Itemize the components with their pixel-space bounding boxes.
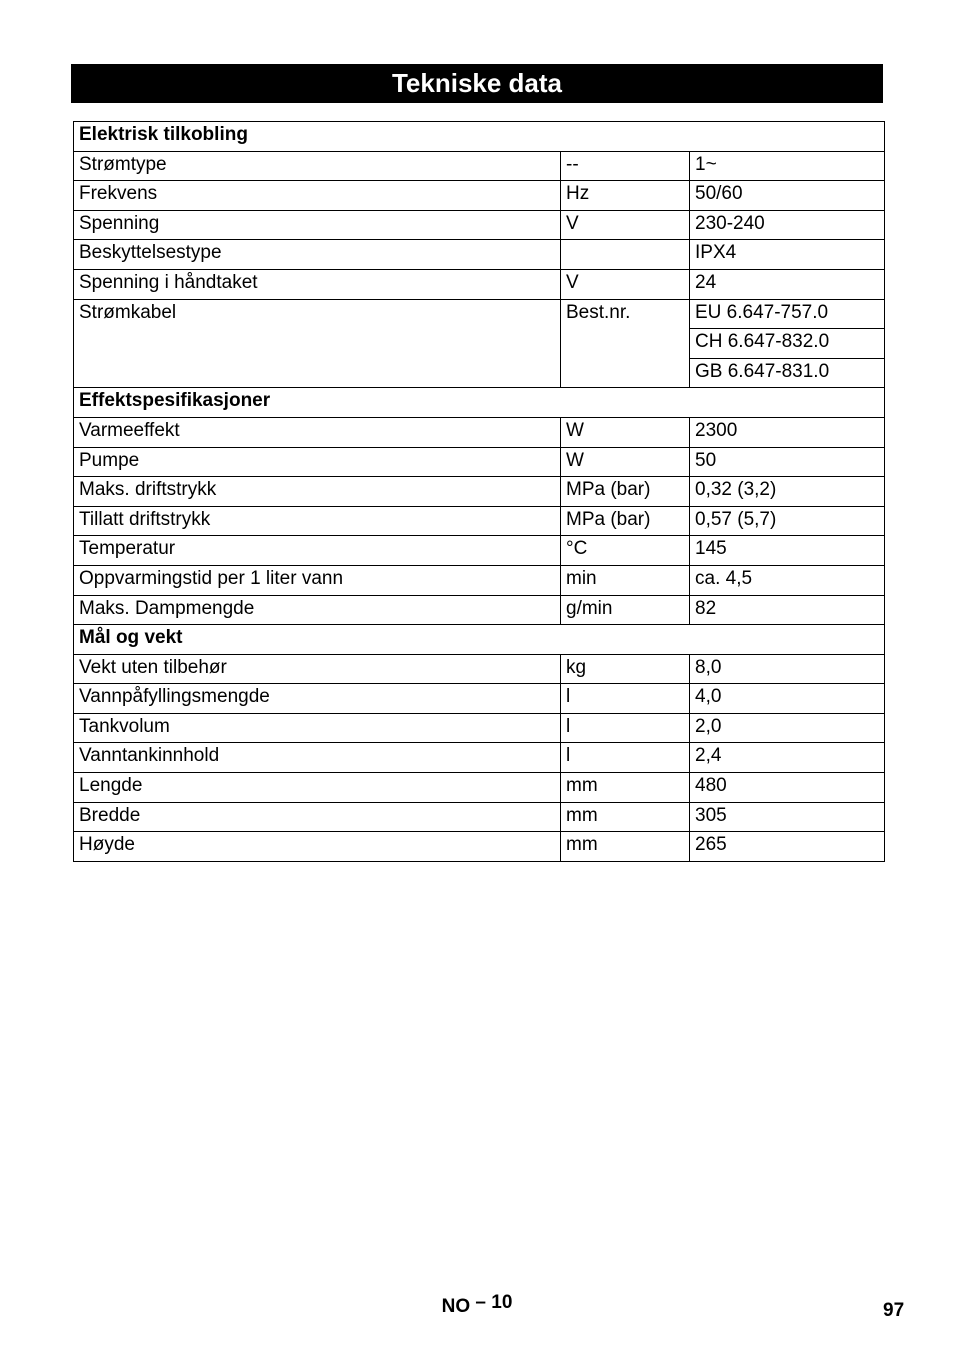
footer-section-number: 10 — [491, 1292, 513, 1313]
spec-label: Strømkabel — [74, 299, 561, 388]
table-row — [74, 269, 885, 299]
spec-label: Spenning — [74, 210, 561, 240]
spec-label: Frekvens — [74, 181, 561, 211]
section-header-row — [74, 625, 885, 655]
table-row — [74, 240, 885, 270]
spec-value: 1~ — [690, 151, 885, 181]
spec-value: 145 — [690, 536, 885, 566]
table-row — [74, 299, 885, 329]
spec-value: IPX4 — [690, 240, 885, 270]
spec-label: Pumpe — [74, 447, 561, 477]
spec-label: Temperatur — [74, 536, 561, 566]
table-row — [74, 802, 885, 832]
spec-label: Tillatt driftstrykk — [74, 506, 561, 536]
spec-unit: l — [561, 743, 690, 773]
technical-data-table — [73, 121, 885, 862]
table-row — [74, 654, 885, 684]
table-row — [74, 417, 885, 447]
spec-unit: mm — [561, 832, 690, 862]
spec-label: Oppvarmingstid per 1 liter vann — [74, 565, 561, 595]
section-header-row — [74, 122, 885, 152]
spec-label: Tankvolum — [74, 713, 561, 743]
spec-unit: mm — [561, 773, 690, 803]
spec-value: EU 6.647-757.0 — [690, 299, 885, 329]
table-row — [74, 713, 885, 743]
spec-unit: MPa (bar) — [561, 477, 690, 507]
spec-value: GB 6.647-831.0 — [690, 358, 885, 388]
spec-unit: MPa (bar) — [561, 506, 690, 536]
spec-unit: Hz — [561, 181, 690, 211]
spec-label: Strømtype — [74, 151, 561, 181]
table-row — [74, 506, 885, 536]
footer-language: NO — [441, 1296, 471, 1317]
spec-value: 8,0 — [690, 654, 885, 684]
spec-unit: mm — [561, 802, 690, 832]
section-heading: Elektrisk tilkobling — [74, 122, 885, 152]
table-row — [74, 210, 885, 240]
spec-value: 230-240 — [690, 210, 885, 240]
spec-label: Vekt uten tilbehør — [74, 654, 561, 684]
spec-value: 305 — [690, 802, 885, 832]
footer-dash: – — [475, 1292, 486, 1313]
spec-label: Høyde — [74, 832, 561, 862]
spec-unit: l — [561, 713, 690, 743]
table-row — [74, 477, 885, 507]
spec-value: 480 — [690, 773, 885, 803]
section-heading: Mål og vekt — [74, 625, 885, 655]
table-row — [74, 151, 885, 181]
spec-value: 0,57 (5,7) — [690, 506, 885, 536]
spec-value: 2,4 — [690, 743, 885, 773]
spec-unit — [561, 240, 690, 270]
table-row — [74, 536, 885, 566]
spec-unit: l — [561, 684, 690, 714]
spec-value: 82 — [690, 595, 885, 625]
spec-unit: W — [561, 447, 690, 477]
spec-label: Varmeeffekt — [74, 417, 561, 447]
table-row — [74, 595, 885, 625]
spec-label: Bredde — [74, 802, 561, 832]
spec-unit: °C — [561, 536, 690, 566]
table-row — [74, 773, 885, 803]
spec-value: ca. 4,5 — [690, 565, 885, 595]
spec-unit: Best.nr. — [561, 299, 690, 388]
spec-unit: V — [561, 269, 690, 299]
spec-unit: W — [561, 417, 690, 447]
spec-value: 0,32 (3,2) — [690, 477, 885, 507]
spec-unit: -- — [561, 151, 690, 181]
spec-unit: min — [561, 565, 690, 595]
table-row — [74, 684, 885, 714]
spec-value: 2,0 — [690, 713, 885, 743]
spec-value: 4,0 — [690, 684, 885, 714]
table-row — [74, 447, 885, 477]
spec-label: Spenning i håndtaket — [74, 269, 561, 299]
spec-value: 50 — [690, 447, 885, 477]
spec-value: CH 6.647-832.0 — [690, 329, 885, 359]
spec-value: 50/60 — [690, 181, 885, 211]
section-heading: Effektspesifikasjoner — [74, 388, 885, 418]
spec-unit: g/min — [561, 595, 690, 625]
page-number: 97 — [883, 1300, 905, 1321]
page-title: Tekniske data — [71, 64, 883, 103]
section-header-row — [74, 388, 885, 418]
spec-label: Lengde — [74, 773, 561, 803]
spec-value: 265 — [690, 832, 885, 862]
spec-label: Beskyttelsestype — [74, 240, 561, 270]
spec-unit: V — [561, 210, 690, 240]
spec-value: 2300 — [690, 417, 885, 447]
spec-label: Maks. Dampmengde — [74, 595, 561, 625]
table-row — [74, 743, 885, 773]
spec-unit: kg — [561, 654, 690, 684]
table-row — [74, 181, 885, 211]
footer-section-page — [0, 1292, 954, 1318]
spec-label: Vanntankinnhold — [74, 743, 561, 773]
spec-label: Maks. driftstrykk — [74, 477, 561, 507]
table-row — [74, 565, 885, 595]
spec-value: 24 — [690, 269, 885, 299]
spec-label: Vannpåfyllingsmengde — [74, 684, 561, 714]
table-row — [74, 832, 885, 862]
